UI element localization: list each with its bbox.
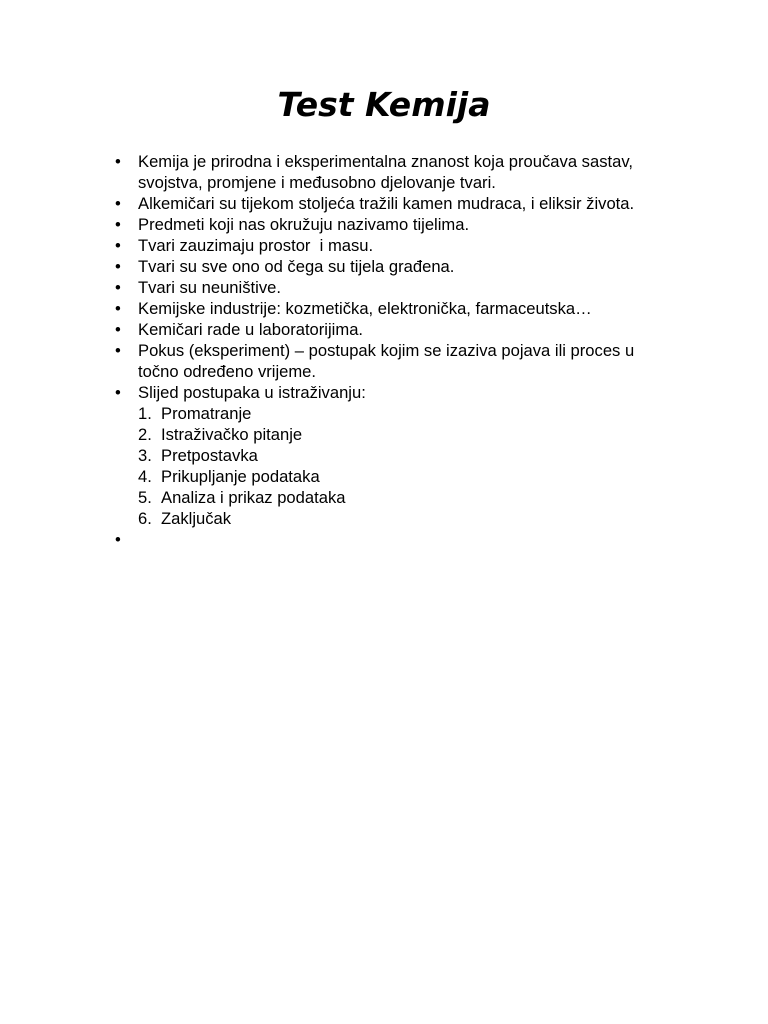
list-item	[114, 193, 674, 214]
step-number: 2.	[138, 425, 152, 444]
step-item	[138, 403, 674, 424]
bullet-list	[114, 151, 674, 550]
list-item-text: Alkemičari su tijekom stoljeća tražili kamen mudraca, i eliksir života.	[138, 194, 635, 213]
step-text: Promatranje	[161, 404, 252, 423]
list-item	[114, 235, 674, 256]
list-item	[114, 277, 674, 298]
list-item	[114, 319, 674, 340]
bullet-icon: •	[115, 152, 121, 171]
list-item-text: Tvari su sve ono od čega su tijela građena.	[138, 257, 455, 276]
list-item-text: Predmeti koji nas okružuju nazivamo tijelima.	[138, 215, 470, 234]
step-item	[138, 466, 674, 487]
list-item	[114, 298, 674, 319]
bullet-icon: •	[115, 383, 121, 402]
bullet-icon: •	[115, 299, 121, 318]
step-text: Analiza i prikaz podataka	[161, 488, 346, 507]
list-item	[114, 151, 674, 193]
bullet-icon: •	[115, 320, 121, 339]
step-item	[138, 487, 674, 508]
step-text: Prikupljanje podataka	[161, 467, 320, 486]
step-number: 1.	[138, 404, 152, 423]
list-item-text: Kemičari rade u laboratorijima.	[138, 320, 364, 339]
list-item-text: Kemijske industrije: kozmetička, elektronička, farmaceutska…	[138, 299, 592, 318]
bullet-icon: •	[115, 341, 121, 360]
bullet-icon: •	[115, 530, 121, 549]
page-title: Test Kemija	[277, 85, 491, 124]
step-text: Zaključak	[161, 509, 232, 528]
list-item	[114, 382, 674, 529]
step-number: 3.	[138, 446, 152, 465]
list-item-text: Slijed postupaka u istraživanju:	[138, 383, 366, 402]
bullet-icon: •	[115, 236, 121, 255]
bullet-icon: •	[115, 257, 121, 276]
empty-list-item	[114, 529, 674, 550]
step-item	[138, 424, 674, 445]
step-text: Istraživačko pitanje	[161, 425, 303, 444]
list-item-text: Tvari su neuništive.	[138, 278, 281, 297]
step-item	[138, 508, 674, 529]
bullet-icon: •	[115, 278, 121, 297]
steps-list	[138, 403, 674, 529]
bullet-icon: •	[115, 194, 121, 213]
step-number: 4.	[138, 467, 152, 486]
list-item	[114, 214, 674, 235]
step-text: Pretpostavka	[161, 446, 258, 465]
list-item-text: Kemija je prirodna i eksperimentalna znanost koja proučava sastav, svojstva, promjene i međusobno djelovanje tvari.	[138, 152, 634, 192]
step-number: 6.	[138, 509, 152, 528]
list-item-text: Tvari zauzimaju prostor i masu.	[138, 236, 374, 255]
step-number: 5.	[138, 488, 152, 507]
step-item	[138, 445, 674, 466]
list-item	[114, 340, 674, 382]
bullet-icon: •	[115, 215, 121, 234]
list-item	[114, 256, 674, 277]
list-item-text: Pokus (eksperiment) – postupak kojim se izaziva pojava ili proces u točno određeno vrijeme.	[138, 341, 635, 381]
